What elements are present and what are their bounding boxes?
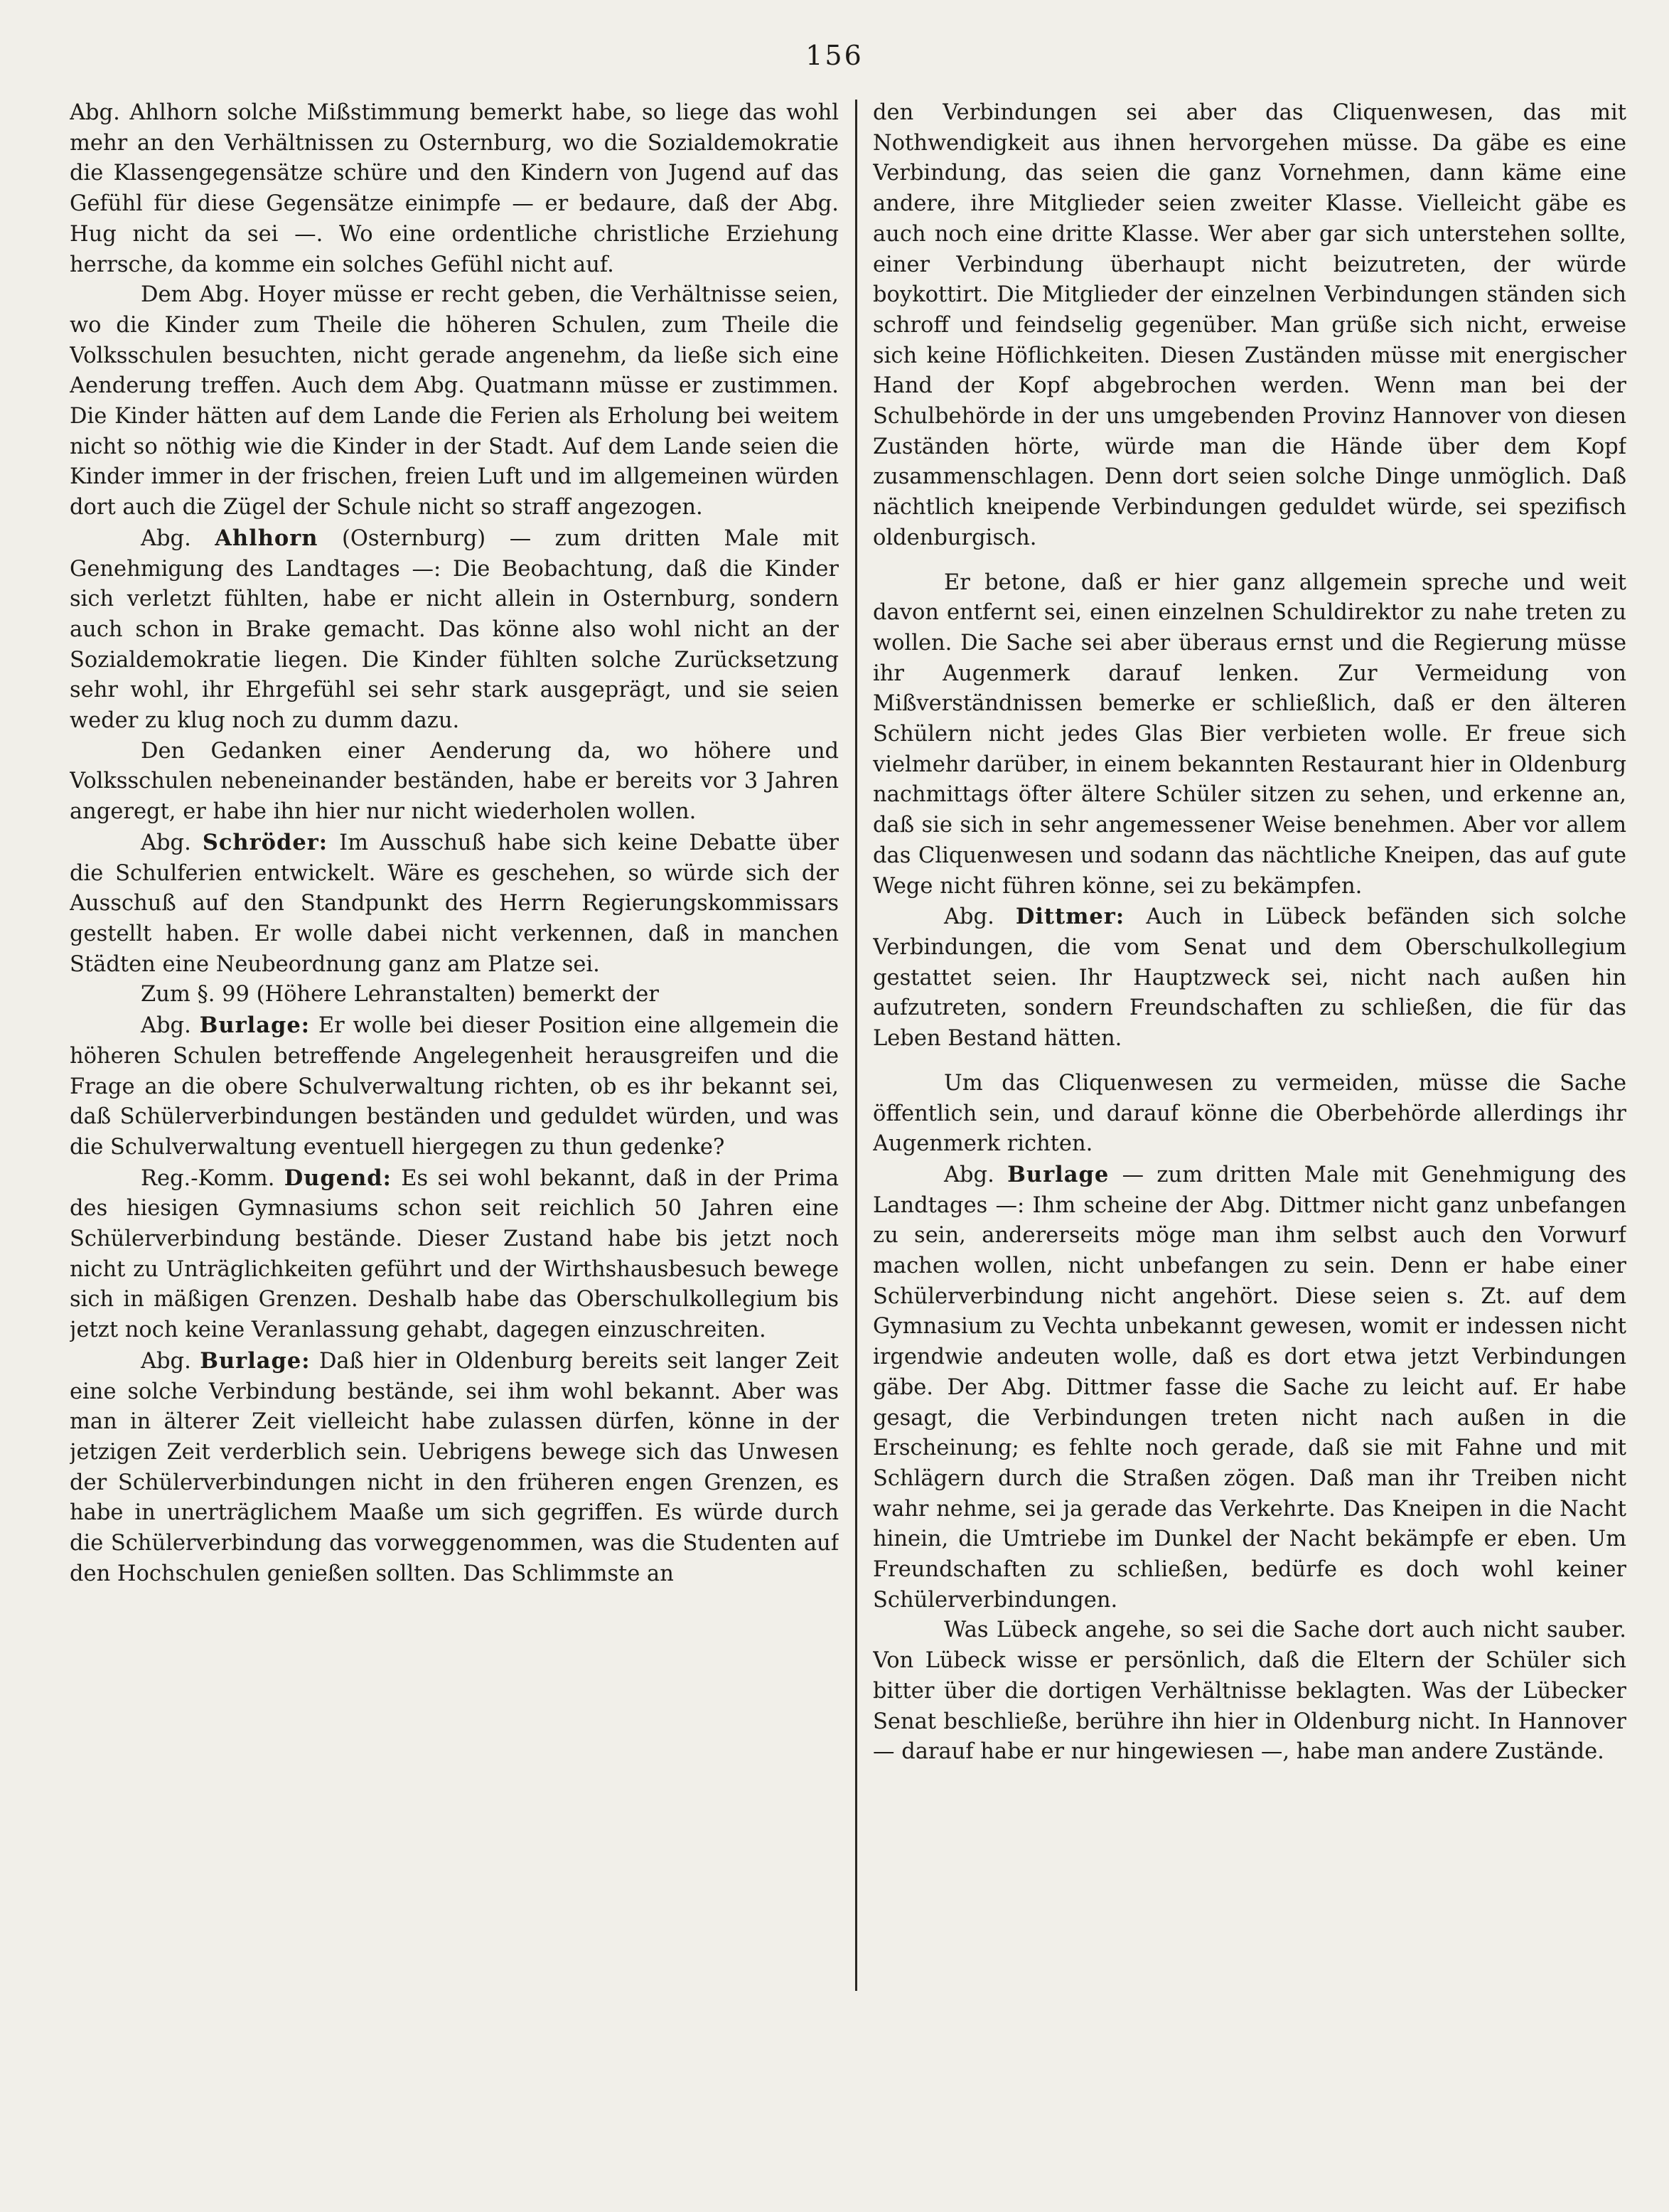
paragraph: [873, 1160, 1626, 1616]
page-number: 156: [805, 40, 864, 71]
speaker-name: Dugend:: [284, 1165, 392, 1191]
speaker-prefix: Abg.: [141, 1013, 191, 1039]
paragraph: Er betone, daß er hier ganz allgemein spreche und weit davon entfernt sei, einen einzelnen Schuldirektor zu nahe treten zu wollen. Die Sache sei aber überaus ernst und die Regierung müsse ihr Augenmerk darauf lenken. Zur Vermeidung von Mißverständnissen bemerke er schließlich, daß er den älteren Schülern nicht jedes Glas Bier verbieten wolle. Er freue sich vielmehr darüber, in einem bekannten Restaurant hier in Oldenburg nachmittags öfter ältere Schüler sitzen zu sehen, und erkenne an, daß sie sich in sehr angemessener Weise benehmen. Aber vor allem das Cliquenwesen und sodann das nächtliche Kneipen, das auf gute Wege nicht führen könne, sei zu bekämpfen.: [873, 570, 1626, 899]
paragraph: den Verbindungen sei aber das Cliquenwesen, das mit Nothwendigkeit aus ihnen hervorgehen müsse. Da gäbe es eine Verbindung, das seien die ganz Vornehmen, dann käme eine andere, ihre Mitglieder seien zweiter Klasse. Vielleicht gäbe es auch noch eine dritte Klasse. Wer aber gar sich unterstehen sollte, einer Verbindung überhaupt nicht beizutreten, der würde boykottirt. Die Mitglieder der einzelnen Verbindungen ständen sich schroff und feindselig gegenüber. Man grüße sich nicht, erweise sich keine Höflichkeiten. Diesen Zuständen müsse mit energischer Hand der Kopf abgebrochen werden. Wenn man bei der Schulbehörde in der uns umgebenden Provinz Hannover von diesen Zuständen hörte, würde man die Hände über dem Kopf zusammenschlagen. Denn dort seien solche Dinge unmöglich. Daß nächtlich kneipende Verbindungen geduldet würde, sei spezifisch oldenburgisch.: [873, 100, 1626, 550]
paragraph: [70, 1010, 839, 1163]
paragraph: Den Gedanken einer Aenderung da, wo höhere und Volksschulen nebeneinander beständen, habe er bereits vor 3 Jahren angeregt, er habe ihn hier nur nicht wiederholen wollen.: [70, 738, 839, 825]
paragraph-text: Daß hier in Oldenburg bereits seit langer Zeit eine solche Verbindung bestände, sei ihm wohl bekannt. Aber was man in älterer Zeit vielleicht habe zulassen dürfen, könne in der jetzigen Zeit verderblich sein. Uebrigens bewege sich das Unwesen der Schülerverbindungen nicht in den früheren engen Grenzen, es habe in unerträglichem Maaße um sich gegriffen. Es würde durch die Schülerverbindung das vorweggenommen, was die Studenten auf den Hochschulen genießen sollten. Das Schlimmste an: [70, 1348, 839, 1586]
paragraph-text: Im Ausschuß habe sich keine Debatte über die Schulferien entwickelt. Wäre es geschehen, so würde sich der Ausschuß auf den Standpunkt des Herrn Regierungskommissars gestellt haben. Er wolle dabei nicht verkennen, daß in manchen Städten eine Neubeordnung ganz am Platze sei.: [70, 830, 839, 977]
speaker-prefix: Abg.: [944, 1162, 994, 1187]
paragraph: Abg. Ahlhorn solche Mißstimmung bemerkt habe, so liege das wohl mehr an den Verhältnissen zu Osternburg, wo die Sozialdemokratie die Klassengegensätze schüre und den Kindern von Jugend auf das Gefühl für diese Gegensätze einimpfe — er bedaure, daß der Abg. Hug nicht da sei —. Wo eine ordentliche christliche Erziehung herrsche, da komme ein solches Gefühl nicht auf.: [70, 100, 839, 277]
paragraph: [70, 1346, 839, 1590]
speaker-name: Burlage:: [199, 1013, 310, 1039]
speaker-name: Schröder:: [202, 829, 328, 855]
paragraph: [70, 1163, 839, 1346]
column-divider: [855, 100, 857, 1991]
speaker-name: Ahlhorn: [215, 525, 318, 551]
paragraph-text: Es sei wohl bekannt, daß in der Prima des hiesigen Gymnasiums schon seit reichlich 50 Jahren eine Schülerverbindung bestände. Dieser Zustand habe bis jetzt noch nicht zu Unträglichkeiten geführt und der Wirthshausbesuch bewege sich in mäßigen Grenzen. Deshalb habe das Oberschulkollegium bis jetzt noch keine Veranlassung gehabt, dagegen einzuschreiten.: [70, 1165, 839, 1343]
speaker-name: Burlage:: [200, 1347, 311, 1374]
paragraph: [873, 902, 1626, 1054]
paragraph: Dem Abg. Hoyer müsse er recht geben, die Verhältnisse seien, wo die Kinder zum Theile die höheren Schulen, zum Theile die Volksschulen besuchten, nicht gerade angenehm, da ließe sich eine Aenderung treffen. Auch dem Abg. Quatmann müsse er zustimmen. Die Kinder hätten auf dem Lande die Ferien als Erholung bei weitem nicht so nöthig wie die Kinder in der Stadt. Auf dem Lande seien die Kinder immer in der frischen, freien Luft und im allgemeinen würden dort auch die Zügel der Schule nicht so straff angezogen.: [70, 282, 839, 520]
paragraph: Zum §. 99 (Höhere Lehranstalten) bemerkt der: [141, 982, 659, 1008]
paragraph: [70, 523, 839, 737]
paragraph-text: Er wolle bei dieser Position eine allgemein die höheren Schulen betreffende Angelegenheit herausgreifen und die Frage an die obere Schulverwaltung richten, ob es ihr bekannt sei, daß Schülerverbindungen beständen und geduldet würden, und was die Schulverwaltung eventuell hiergegen zu thun gedenke?: [70, 1013, 839, 1160]
paragraph: [70, 828, 839, 981]
paragraph: Um das Cliquenwesen zu vermeiden, müsse die Sache öffentlich sein, und darauf könne die Oberbehörde allerdings ihr Augenmerk richten.: [873, 1070, 1626, 1157]
speaker-prefix: Abg.: [944, 904, 994, 930]
speaker-name: Dittmer:: [1015, 904, 1125, 930]
speaker-prefix: Reg.-Komm.: [141, 1165, 275, 1191]
right-column: [873, 98, 1626, 2032]
paragraph: Was Lübeck angehe, so sei die Sache dort auch nicht sauber. Von Lübeck wisse er persönlich, daß die Eltern der Schüler sich bitter über die dortigen Verhältnisse beklagten. Was der Lübecker Senat beschließe, berühre ihn hier in Oldenburg nicht. In Hannover — darauf habe er nur hingewiesen —, habe man andere Zustände.: [873, 1618, 1626, 1765]
speaker-name: Burlage: [1007, 1161, 1110, 1187]
paragraph-text: — zum dritten Male mit Genehmigung des Landtages —: Ihm scheine der Abg. Dittmer nicht ganz unbefangen zu sein, andererseits möge man ihm selbst auch den Vorwurf machen wollen, nicht unbefangen zu sein. Denn er habe einer Schülerverbindung nicht angehört. Diese seien s. Zt. auf dem Gymnasium zu Vechta unbekannt gewesen, womit er indessen nicht irgendwie andeuten wolle, daß es dort etwa jetzt Verbindungen gäbe. Der Abg. Dittmer fasse die Sache zu leicht auf. Er habe gesagt, die Verbindungen treten nicht nach außen in die Erscheinung; es fehlte noch gerade, daß sie mit Fahne und mit Schlägern durch die Straßen zögen. Daß man ihr Treiben nicht wahr nehme, sei ja gerade das Verkehrte. Das Kneipen in die Nacht hinein, die Umtriebe im Dunkel der Nacht bekämpfe er eben. Um Freundschaften zu schließen, bedürfe es doch wohl keiner Schülerverbindungen.: [873, 1162, 1626, 1613]
paragraph-text: Auch in Lübeck befänden sich solche Verbindungen, die vom Senat und dem Oberschulkollegium gestattet seien. Ihr Hauptzweck sei, nicht nach außen hin aufzutreten, sondern Freundschaften zu schließen, die für das Leben Bestand hätten.: [873, 904, 1626, 1052]
speaker-prefix: Abg.: [141, 1348, 191, 1374]
speaker-prefix: Abg.: [141, 830, 191, 855]
paragraph-text: (Osternburg) — zum dritten Male mit Genehmigung des Landtages —: Die Beobachtung, daß die Kinder sich verletzt fühlten, habe er nicht allein in Osternburg, sondern auch schon in Brake gemacht. Das könne also wohl nicht an der Sozialdemokratie liegen. Die Kinder fühlten solche Zurücksetzung sehr wohl, ihr Ehrgefühl sei sehr stark ausgeprägt, und sie seien weder zu klug noch zu dumm dazu.: [70, 525, 839, 734]
speaker-prefix: Abg.: [141, 525, 191, 551]
left-column: [70, 98, 839, 2032]
